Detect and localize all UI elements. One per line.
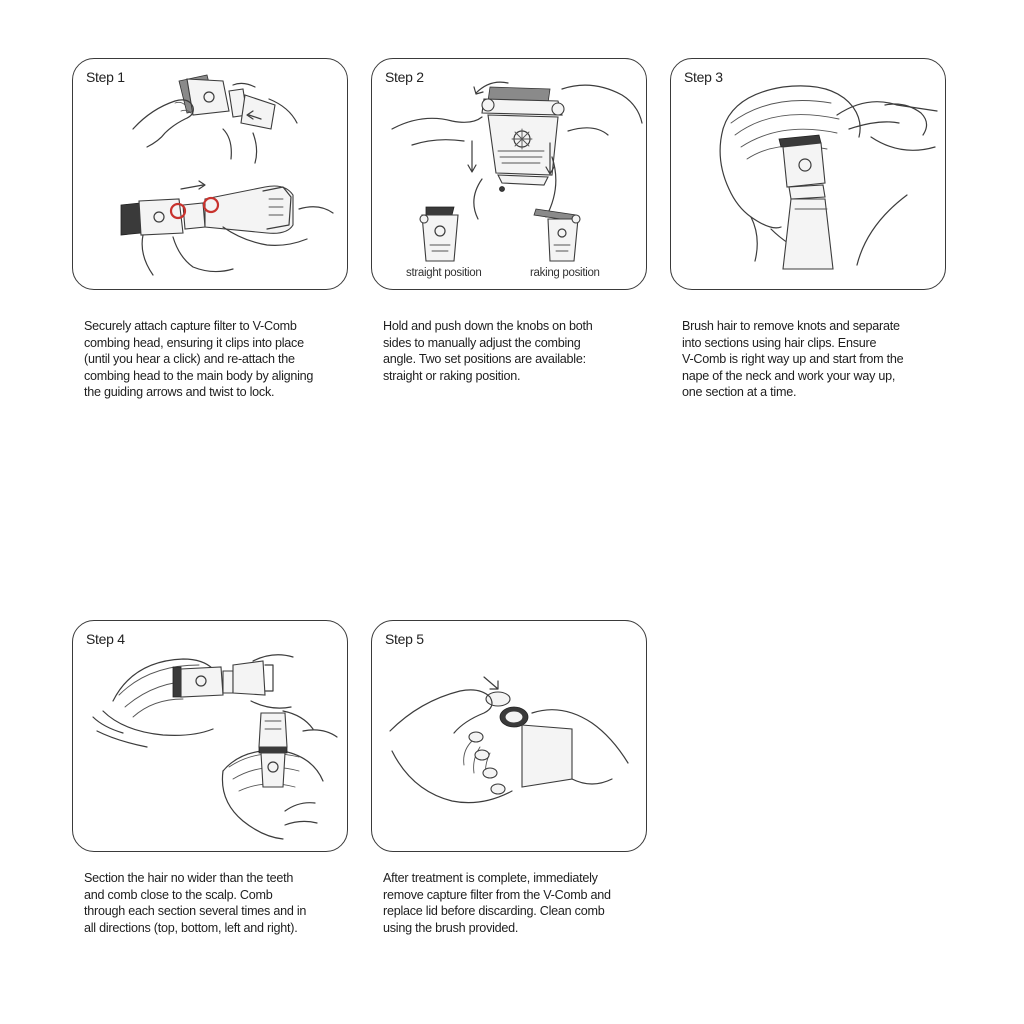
step-4-caption-line: and comb close to the scalp. Comb (84, 887, 273, 902)
step-1-caption-line: the guiding arrows and twist to lock. (84, 385, 275, 400)
hand-left-top (133, 100, 193, 147)
step-5-illustration (372, 621, 647, 852)
step-2-caption-line: straight or raking position. (383, 368, 521, 383)
step-1-label: Step 1 (86, 69, 125, 85)
comb-head-top (179, 75, 275, 129)
step-3-caption (682, 318, 972, 401)
step-3-caption-line: nape of the neck and work your way up, (682, 368, 896, 383)
step-2-caption-line: Hold and push down the knobs on both (383, 319, 593, 333)
step-4-caption-line: all directions (top, bottom, left and right). (84, 920, 298, 935)
v-comb-device (779, 135, 833, 269)
step-5-label: Step 5 (385, 631, 424, 647)
step-2-caption-line: angle. Two set positions are available: (383, 352, 586, 367)
step-3-label: Step 3 (684, 69, 723, 85)
raking-position-figure (534, 209, 580, 261)
step-4-panel (72, 620, 348, 852)
straight-position-figure (420, 207, 458, 261)
step-5-panel (371, 620, 647, 852)
straight-position-label: straight position (406, 267, 482, 279)
step-3-caption-line: V-Comb is right way up and start from the (682, 352, 904, 367)
step-4-caption (84, 870, 374, 936)
step-2-panel (371, 58, 647, 290)
step-3-illustration (671, 59, 946, 290)
v-comb-vertical (259, 713, 287, 787)
step-5-caption-line: using the brush provided. (383, 920, 519, 935)
step-3-caption-line: into sections using hair clips. Ensure (682, 335, 877, 350)
step-1-illustration (73, 59, 348, 290)
left-hand (390, 690, 492, 733)
step-5-caption (383, 870, 673, 936)
step-1-caption (84, 318, 374, 401)
filter-lid (486, 692, 510, 706)
step-4-illustration (73, 621, 348, 852)
raking-position-label: raking position (530, 267, 600, 279)
step-5-caption-line: remove capture filter from the V-Comb and (383, 887, 611, 902)
step-2-label: Step 2 (385, 69, 424, 85)
step-1-panel (72, 58, 348, 290)
step-1-caption-line: (until you hear a click) and re-attach the (84, 352, 295, 367)
step-1-caption-line: combing head to the main body by aligning (84, 368, 314, 383)
step-2-caption-line: sides to manually adjust the combing (383, 335, 581, 350)
step-2-caption (383, 318, 673, 384)
step-3-caption-line: one section at a time. (682, 385, 797, 400)
step-4-caption-line: Section the hair no wider than the teeth (84, 871, 294, 885)
step-3-caption-line: Brush hair to remove knots and separate (682, 319, 900, 333)
step-5-caption-line: replace lid before discarding. Clean comb (383, 904, 605, 919)
capture-filter-body (522, 725, 572, 787)
step-1-caption-line: combing head, ensuring it clips into place (84, 335, 304, 350)
step-2-illustration (372, 59, 647, 290)
v-comb-horizontal (173, 661, 273, 697)
step-4-caption-line: through each section several times and in (84, 904, 307, 919)
step-1-caption-line: Securely attach capture filter to V-Comb (84, 319, 297, 333)
comb-head-main (482, 87, 564, 192)
step-5-caption-line: After treatment is complete, immediately (383, 871, 598, 885)
step-3-panel (670, 58, 946, 290)
step-4-label: Step 4 (86, 631, 125, 647)
